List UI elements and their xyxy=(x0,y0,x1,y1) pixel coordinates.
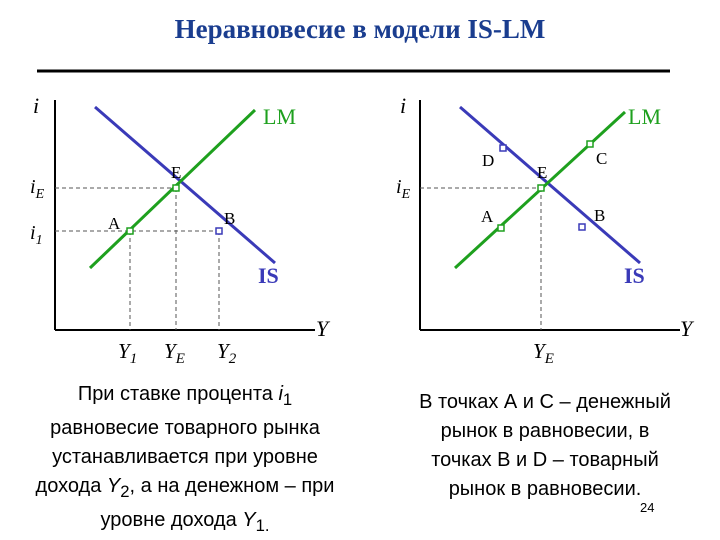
right-point-a-marker xyxy=(498,225,504,231)
left-point-e-label: E xyxy=(171,163,182,182)
right-point-b-label: B xyxy=(594,206,606,225)
caption-right xyxy=(375,388,715,504)
right-point-e-marker xyxy=(538,185,544,191)
left-axis-y-label: i xyxy=(33,93,40,118)
caption-left-line-3: устанавливается при уровне xyxy=(52,446,318,468)
caption-left-line-2: равновесие товарного рынка xyxy=(50,417,320,439)
caption-right-line-4: рынок в равновесии. xyxy=(448,478,642,500)
left-rate-i1-label: $i_1$ xyxy=(30,222,43,248)
right-point-e-label: E xyxy=(537,163,548,182)
right-axis-x-label: Y xyxy=(680,316,693,341)
right-point-b-marker xyxy=(579,224,585,230)
right-ye-label: $Y_E$ xyxy=(533,339,554,367)
left-point-b-label: B xyxy=(224,209,236,228)
right-panel xyxy=(396,93,695,367)
caption-right-line-3: точках В и D – товарный xyxy=(431,449,659,471)
left-point-b-marker xyxy=(216,228,222,234)
right-point-c-marker xyxy=(587,141,593,147)
left-y2-label: $Y_2$ xyxy=(217,339,237,367)
right-point-d-marker xyxy=(500,145,506,151)
left-lm-label: LM xyxy=(263,104,296,129)
left-rate-ie-label: $i_E$ xyxy=(30,176,45,202)
caption-right-line-2: рынок в равновесии, в xyxy=(440,420,650,442)
left-point-e-marker xyxy=(173,185,179,191)
slide-title: Неравновесие в модели IS-LM xyxy=(174,14,546,44)
right-rate-ie-label: $i_E$ xyxy=(396,176,411,202)
left-is-label: IS xyxy=(258,263,279,288)
left-ye-label: $Y_E$ xyxy=(164,339,185,367)
right-axis-y-label: i xyxy=(400,93,407,118)
caption-right-line-1: В точках А и С – денежный xyxy=(419,391,671,413)
left-point-a-label: A xyxy=(108,214,121,233)
right-point-c-label: C xyxy=(596,149,608,168)
left-is-curve xyxy=(95,107,275,263)
left-panel xyxy=(30,93,331,367)
caption-left-line-4: дохода $Y_2$, а на денежном – при xyxy=(35,475,335,501)
caption-left xyxy=(10,380,360,540)
caption-left-line-5: уровне дохода $Y_{1.}$ xyxy=(100,509,270,535)
right-lm-label: LM xyxy=(628,104,661,129)
caption-left-line-1: При ставке процента $i_1$ xyxy=(77,383,293,409)
left-point-a-marker xyxy=(127,228,133,234)
page-number: 24 xyxy=(640,500,655,515)
right-point-a-label: A xyxy=(481,207,494,226)
left-axis-x-label: Y xyxy=(316,316,329,341)
right-is-label: IS xyxy=(624,263,645,288)
left-y1-label: $Y_1$ xyxy=(118,339,138,367)
right-point-d-label: D xyxy=(482,151,495,170)
